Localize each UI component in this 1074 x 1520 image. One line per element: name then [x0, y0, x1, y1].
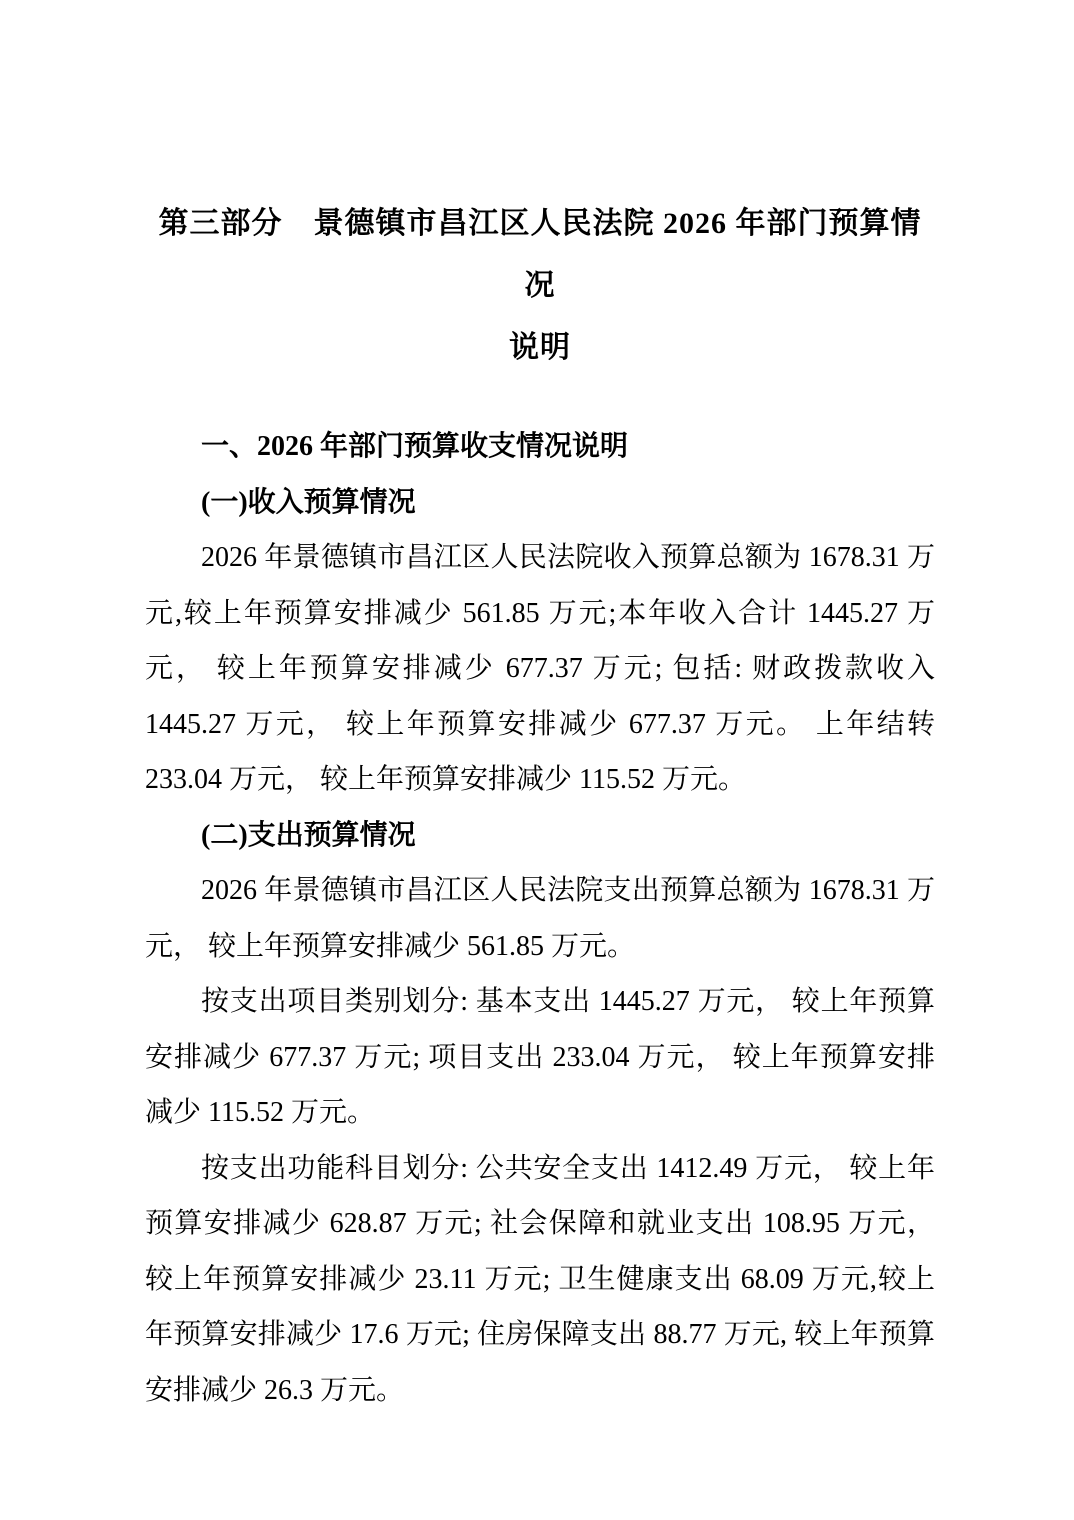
- paragraph-expense-by-category: 按支出项目类别划分: 基本支出 1445.27 万元， 较上年预算安排减少 677.37 万元; 项目支出 233.04 万元， 较上年预算安排减少 115.52 万元。: [145, 986, 935, 1128]
- subsection-heading-expense: (二)支出预算情况: [201, 819, 416, 851]
- document-body: [145, 419, 935, 1418]
- subsection-heading-income: (一)收入预算情况: [201, 486, 416, 518]
- document-title-line-1: 第三部分 景德镇市昌江区人民法院 2026 年部门预算情况: [158, 207, 922, 302]
- paragraph-expense-total: 2026 年景德镇市昌江区人民法院支出预算总额为 1678.31 万元， 较上年预算安排减少 561.85 万元。: [145, 875, 935, 962]
- document-title-line-2: 说明: [509, 331, 571, 364]
- paragraph-expense-by-function: 按支出功能科目划分: 公共安全支出 1412.49 万元， 较上年预算安排减少 628.87 万元; 社会保障和就业支出 108.95 万元， 较上年预算安排减少 23.11 万元; 卫生健康支出 68.09 万元,较上年预算安排减少 17.6 万元; 住房保障支出 88.77 万元, 较上年预算安排减少 26.3 万元。: [145, 1152, 935, 1406]
- section-heading-budget-overview: 一、2026 年部门预算收支情况说明: [201, 431, 629, 462]
- paragraph-income-detail: 2026 年景德镇市昌江区人民法院收入预算总额为 1678.31 万元,较上年预算安排减少 561.85 万元;本年收入合计 1445.27 万元， 较上年预算安排减少 677.37 万元; 包括: 财政拨款收入 1445.27 万元， 较上年预算安排减少 677.37 万元。 上年结转 233.04 万元， 较上年预算安排减少 115.52 万元。: [145, 542, 935, 795]
- document-title: [145, 193, 935, 379]
